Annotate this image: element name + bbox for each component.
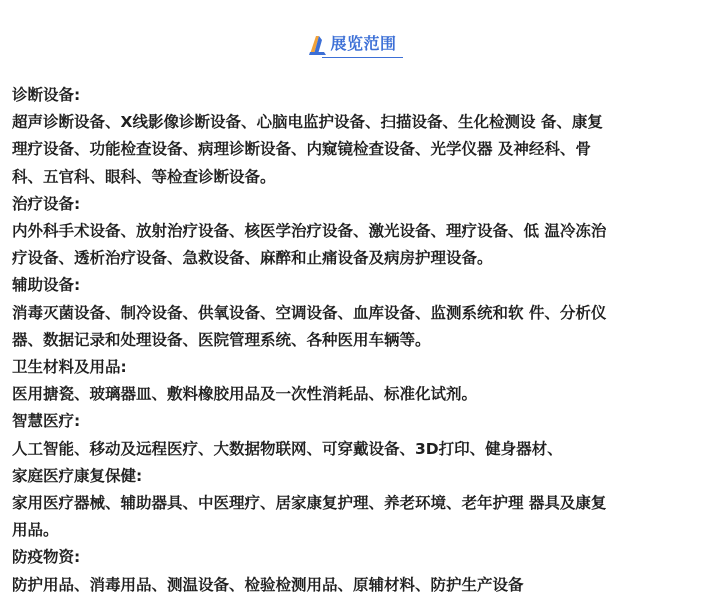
category-text: 科、五官科、眼科、等检查诊断设备。	[12, 167, 276, 186]
title-underline	[322, 57, 402, 58]
category-heading: 卫生材料及用品:	[12, 358, 127, 377]
category-text: 理疗设备、功能检查设备、病理诊断设备、内窥镜检查设备、光学仪器 及神经科、骨	[12, 140, 591, 159]
category-text: 医用搪瓷、玻璃器皿、敷料橡胶用品及一次性消耗品、标准化试剂。	[12, 385, 478, 404]
category-heading: 治疗设备:	[12, 194, 81, 213]
category-heading: 辅助设备:	[12, 276, 81, 295]
category-heading: 诊断设备:	[12, 86, 81, 104]
exhibition-logo-icon	[308, 34, 328, 56]
category-text: 人工智能、移动及远程医疗、大数据物联网、可穿戴设备、3D打印、健身器材、	[12, 439, 563, 458]
category-text: 超声诊断设备、X线影像诊断设备、心脑电监护设备、扫描设备、生化检测设 备、康复	[12, 113, 603, 132]
page-title: 展览范围	[330, 33, 397, 53]
category-text: 防护用品、消毒用品、测温设备、检验检测用品、原辅材料、防护生产设备	[12, 575, 524, 594]
exhibition-scope-list	[12, 82, 693, 599]
category-heading: 家庭医疗康复保健:	[12, 466, 143, 485]
category-text: 疗设备、透析治疗设备、急救设备、麻醉和止痛设备及病房护理设备。	[12, 249, 493, 268]
category-heading: 智慧医疗:	[12, 412, 81, 431]
category-text: 家用医疗器械、辅助器具、中医理疗、居家康复护理、养老环境、老年护理 器具及康复	[12, 494, 607, 513]
category-text: 消毒灭菌设备、制冷设备、供氧设备、空调设备、血库设备、监测系统和软 件、分析仪	[12, 303, 607, 322]
category-text: 器、数据记录和处理设备、医院管理系统、各种医用车辆等。	[12, 330, 431, 349]
category-heading: 防疫物资:	[12, 548, 81, 567]
category-text: 内外科手术设备、放射治疗设备、核医学治疗设备、激光设备、理疗设备、低 温冷冻治	[12, 222, 607, 241]
title-area	[12, 0, 693, 82]
category-text: 用品。	[12, 521, 59, 540]
section-title	[308, 31, 396, 58]
